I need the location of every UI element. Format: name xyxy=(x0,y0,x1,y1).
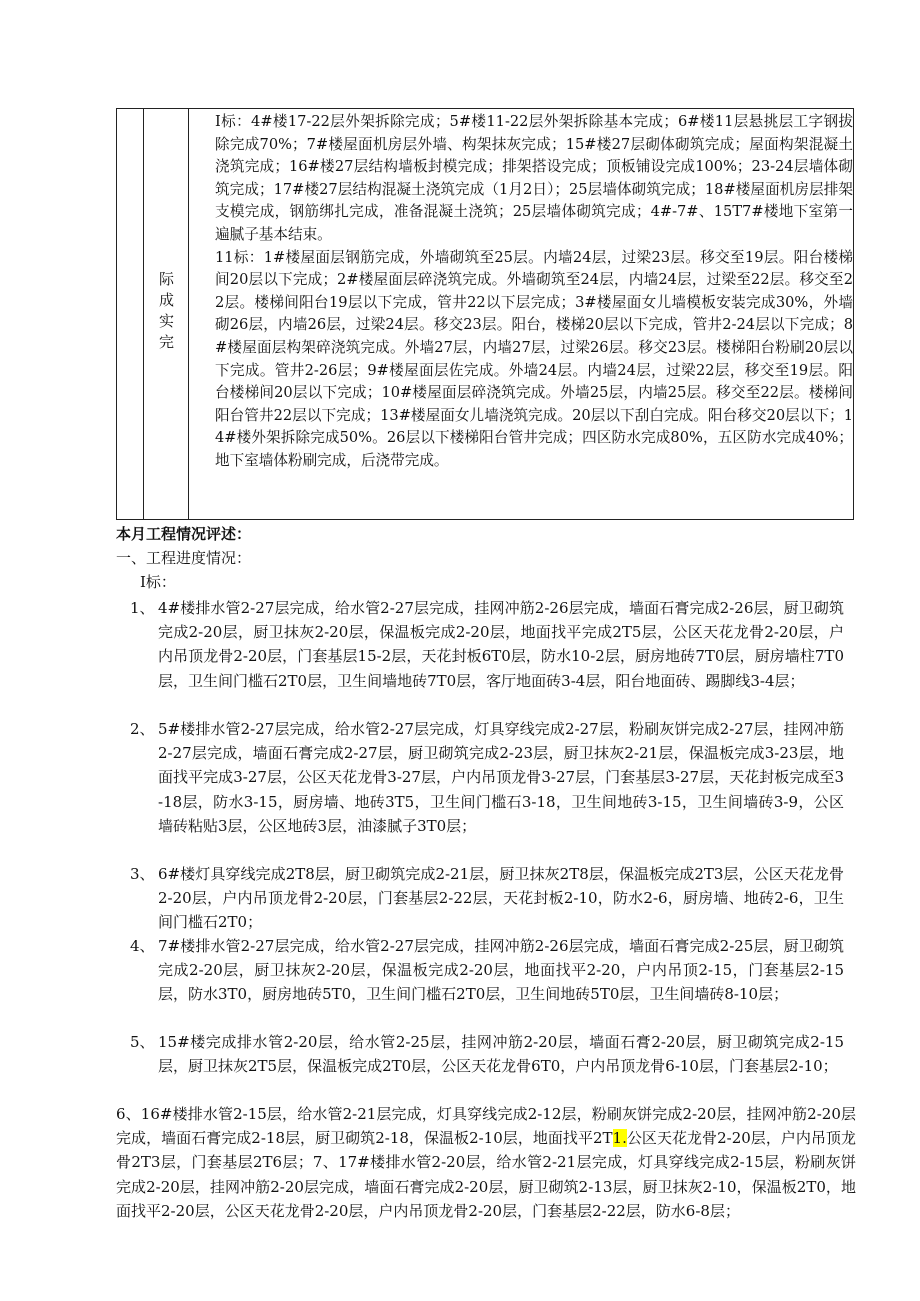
item-number: 4、 xyxy=(130,937,155,955)
highlighted-text: 1. xyxy=(612,1129,627,1148)
item-number: 2、 xyxy=(130,720,155,738)
item-text: 6#楼灯具穿线完成2T8层，厨卫砌筑完成2-21层，厨卫抹灰2T8层，保温板完成2T3层，公区天花龙骨2-20层，户内吊顶龙骨2-20层，门套基层2-22层，天花封板2-10，防水2-6，厨房墙、地砖2-6，卫生间门槛石2T0； xyxy=(158,865,844,932)
section-i-progress: I标：4#楼17-22层外架拆除完成；5#楼11-22层外架拆除基本完成；6#楼11层悬挑层工字钢拔除完成70%；7#楼屋面机房层外墙、构架抹灰完成；15#楼27层砌体砌筑完成；屋面构架混凝土浇筑完成；16#楼27层结构墙板封模完成；排架搭设完成；顶板铺设完成100%；23-24层墙体砌筑完成；17#楼27层结构混凝土浇筑完成（1月2日）；25层墙体砌筑完成；18#楼屋面机房层排架支模完成，钢筋绑扎完成，准备混凝土浇筑；25层墙体砌筑完成；4#-7#、15T7#楼地下室第一遍腻子基本结束。 xyxy=(215,113,853,243)
subsection-heading: I标： xyxy=(140,573,176,591)
list-item xyxy=(130,1030,844,1078)
item-text: 4#楼排水管2-27层完成，给水管2-27层完成，挂网冲筋2-26层完成，墙面石膏完成2-26层，厨卫砌筑完成2-20层，厨卫抹灰2-20层，保温板完成2-20层，地面找平完成2T5层，公区天花龙骨2-20层，户内吊顶龙骨2-20层，门套基层15-2层，天花封板6T0层，防水10-2层，厨房地砖7T0层，厨房墙柱7T0层，卫生间门槛石2T0层，卫生间墙地砖7T0层，客厅地面砖3-4层，阳台地面砖、踢脚线3-4层； xyxy=(158,599,844,690)
item6-text-b: 公区天花龙骨2-20层，户内吊顶龙骨2T3层，门套基层2T6层；7、17#楼排水管2-20层，给水管2-21层完成，灯具穿线完成2-15层，粉刷灰饼完成2-20层，挂网冲筋2-20层完成，墙面石膏完成2-20层，厨卫砌筑2-13层，厨卫抹灰2-10，保温板2T0，地面找平2-20层，公区天花龙骨2-20层，户内吊顶龙骨2-20层，门套基层2-22层，防水6-8层； xyxy=(116,1129,857,1220)
list-item xyxy=(130,862,844,935)
item-text: 5#楼排水管2-27层完成，给水管2-27层完成，灯具穿线完成2-27层，粉刷灰饼完成2-27层，挂网冲筋2-27层完成，墙面石膏完成2-27层，厨卫砌筑完成2-23层，厨卫抹灰2-21层，保温板完成3-23层，地面找平完成3-27层，公区天花龙骨3-27层，户内吊顶龙骨3-27层，门套基层3-27层，天花封板完成至3-18层，防水3-15，厨房墙、地砖3T5，卫生间门槛石3-18，卫生间地砖3-15，卫生间墙砖3-9，公区墙砖粘贴3层，公区地砖3层，油漆腻子3T0层； xyxy=(158,720,844,835)
item-number: 5、 xyxy=(130,1033,155,1051)
item-number: 3、 xyxy=(130,865,155,883)
table-content-cell xyxy=(215,111,853,473)
report-title: 本月工程情况评述： xyxy=(116,525,252,543)
list-item xyxy=(130,717,844,838)
row-label-char: 完 xyxy=(158,333,174,351)
table-label-cell xyxy=(144,109,189,519)
item-text: 7#楼排水管2-27层完成，给水管2-27层完成，挂网冲筋2-26层完成，墙面石膏完成2-25层，厨卫砌筑完成2-20层，厨卫抹灰2-20层，保温板完成2-20层，地面找平2-20，户内吊顶2-15，门套基层2-15层，防水3T0，厨房地砖5T0，卫生间门槛石2T0层，卫生间地砖5T0层，卫生间墙砖8-10层； xyxy=(158,937,844,1004)
section-ii-progress: 11标：1#楼屋面层钢筋完成，外墙砌筑至25层。内墙24层，过梁23层。移交至19层。阳台楼梯间20层以下完成；2#楼屋面层碎浇筑完成。外墙砌筑至24层，内墙24层，过梁至22层。移交至22层。楼梯间阳台19层以下完成，管井22以下层完成；3#楼屋面女儿墙模板安装完成30%，外墙砌26层，内墙26层，过梁24层。移交23层。阳台，楼梯20层以下完成，管井2-24层以下完成；8#楼屋面层构架碎浇筑完成。外墙27层，内墙27层，过梁26层。移交23层。楼梯阳台粉刷20层以下完成。管井2-26层；9#楼屋面层佐完成。外墙24层。内墙24层，过梁22层，移交至19层。阳台楼梯间20层以下完成；10#楼屋面层碎浇筑完成。外墙25层，内墙25层。移交至22层。楼梯间阳台管井22层以下完成；13#楼屋面女儿墙浇筑完成。20层以下刮白完成。阳台移交20层以下；14#楼外架拆除完成50%。26层以下楼梯阳台管井完成；四区防水完成80%，五区防水完成40%；地下室墙体粉刷完成，后浇带完成。 xyxy=(215,248,853,469)
items-6-7-paragraph xyxy=(116,1102,856,1223)
table-blank-column xyxy=(117,109,144,519)
progress-table xyxy=(116,108,854,520)
item-text: 15#楼完成排水管2-20层，给水管2-25层，挂网冲筋2-20层，墙面石膏2-20层，厨卫砌筑完成2-15层，厨卫抹灰2T5层，保温板完成2T0层，公区天花龙骨6T0，户内吊顶龙骨6-10层，门套基层2-10； xyxy=(158,1033,844,1076)
row-label-char: 际 xyxy=(158,270,174,288)
section-heading: 一、工程进度情况： xyxy=(116,549,252,567)
item6-text-a: 6、16#楼排水管2-15层，给水管2-21层完成，灯具穿线完成2-12层，粉刷灰饼完成2-20层，挂网冲筋2-20层完成，墙面石膏完成2-18层，厨卫砌筑2-18，保温板2-10层，地面找平2T xyxy=(116,1105,856,1148)
row-label xyxy=(144,269,189,353)
row-label-char: 成 xyxy=(158,291,174,309)
row-label-char: 实 xyxy=(158,312,174,330)
list-item xyxy=(130,596,844,693)
list-item xyxy=(130,934,844,1007)
item-number: 1、 xyxy=(130,599,155,617)
